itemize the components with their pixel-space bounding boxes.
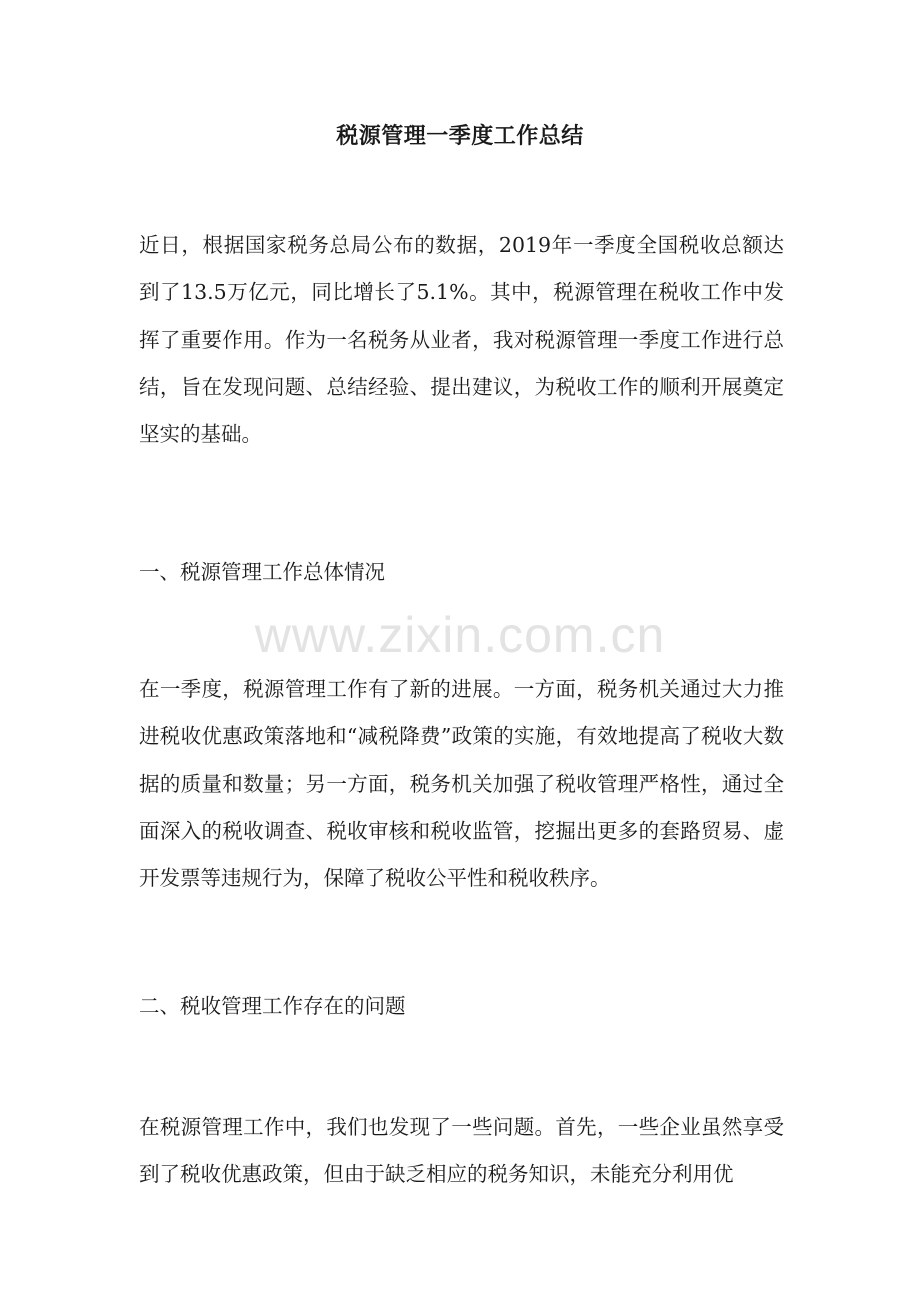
paragraph-problems: 在税源管理工作中，我们也发现了一些问题。首先，一些企业虽然享受到了税收优惠政策，但由于缺乏相应的税务知识，未能充分利用优 — [139, 1115, 784, 1187]
section-heading-2: 二、税收管理工作存在的问题 — [139, 994, 406, 1018]
document-title: 税源管理一季度工作总结 — [336, 123, 584, 149]
paragraph-overall-situation: 在一季度，税源管理工作有了新的进展。一方面，税务机关通过大力推进税收优惠政策落地和“减税降费”政策的实施，有效地提高了税收大数据的质量和数量；另一方面，税务机关加强了税收管理严格性，通过全面深入的税收调查、税收审核和税收监管，挖掘出更多的套路贸易、虚开发票等违规行为，保障了税收公平性和税收秩序。 — [139, 677, 784, 891]
paragraph-intro: 近日，根据国家税务总局公布的数据，2019年一季度全国税收总额达到了13.5万亿元，同比增长了5.1%。其中，税源管理在税收工作中发挥了重要作用。作为一名税务从业者，我对税源管理一季度工作进行总结，旨在发现问题、总结经验、提出建议，为税收工作的顺利开展奠定坚实的基础。 — [139, 233, 784, 447]
watermark-text: www.zixin.com.cn — [254, 607, 666, 663]
section-heading-1: 一、税源管理工作总体情况 — [139, 560, 385, 584]
